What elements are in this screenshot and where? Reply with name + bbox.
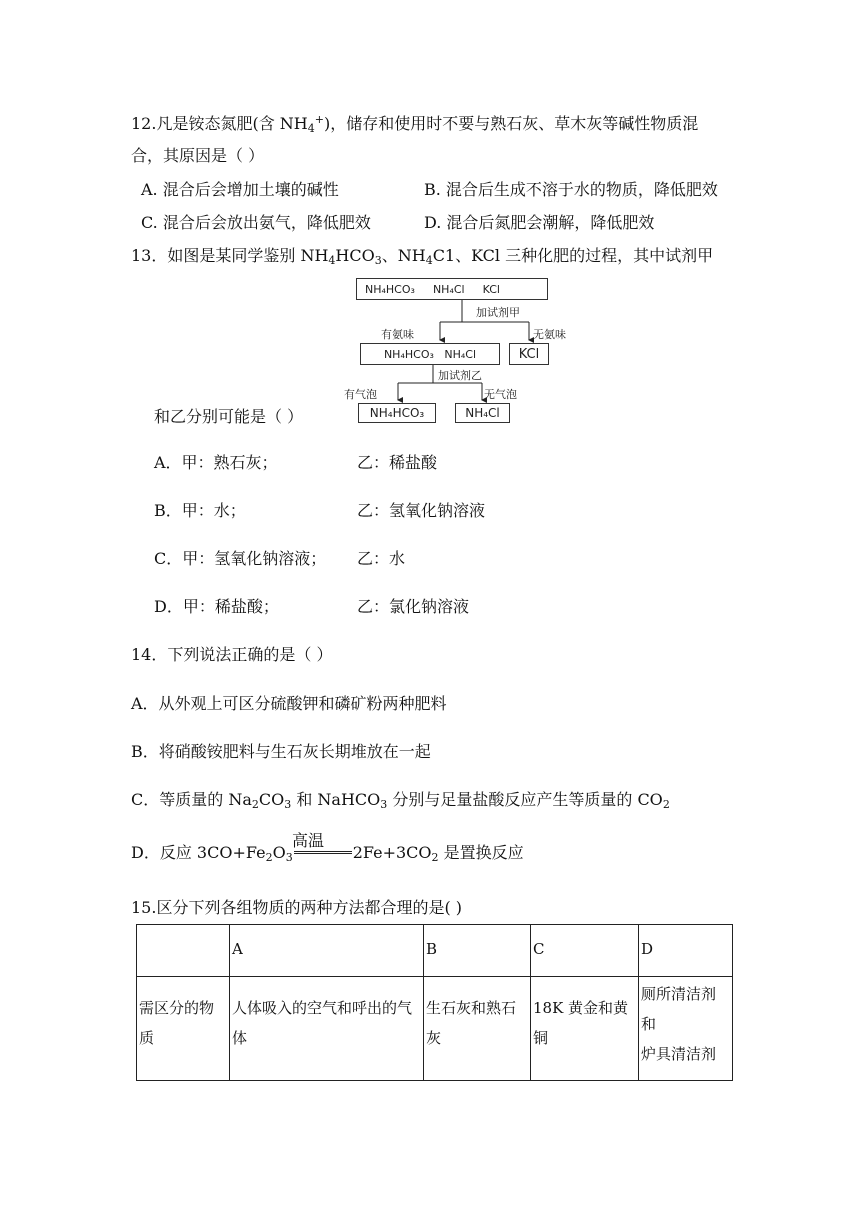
q15-comparison-table	[136, 924, 733, 1081]
table-header-b: B	[424, 925, 531, 977]
table-row-label: 需区分的物质	[137, 977, 230, 1081]
q13-stem-line-2: 和乙分别可能是（ ）	[154, 407, 304, 426]
flow-top-item-2: NH₄Cl	[432, 282, 465, 296]
q13-option-a-reagent-1: A．甲：熟石灰；	[154, 453, 278, 472]
q12-option-b: B. 混合后生成不溶于水的物质，降低肥效	[424, 180, 718, 199]
table-header-row	[137, 925, 733, 977]
table-cell-b: 生石灰和熟石灰	[424, 977, 531, 1081]
reaction-arrow	[294, 851, 352, 854]
reaction-condition: 高温	[292, 831, 325, 850]
table-row	[137, 977, 733, 1081]
table-header-c: C	[531, 925, 639, 977]
flow-top-item-3: KCl	[482, 282, 500, 296]
flow-mid-box: NH₄HCO₃ NH₄Cl	[360, 343, 500, 365]
table-cell-d	[639, 977, 733, 1081]
flow-result-1: NH₄HCO₃	[358, 403, 436, 423]
q13-option-b-reagent-2: 乙：氢氧化钠溶液	[357, 501, 486, 520]
table-header-d: D	[639, 925, 733, 977]
table-header-blank	[137, 925, 230, 977]
q12-stem-line-1: 12.凡是铵态氮肥(含 $NH_4^+$)，储存和使用时不要与熟石灰、草木灰等碱性物质混	[131, 113, 699, 135]
q13-option-c-reagent-1: C．甲：氢氧化钠溶液；	[154, 549, 327, 568]
q13-stem-line-1: 13．如图是某同学鉴别 $NH_4HCO_3$、$NH_4C1$、KCl 三种化肥的过程，其中试剂甲	[131, 246, 714, 267]
flow-branch-bubble: 有气泡	[344, 388, 377, 401]
q13-option-d-reagent-1: D．甲：稀盐酸；	[154, 597, 279, 616]
table-header-a: A	[230, 925, 424, 977]
flow-branch-ammonia: 有氨味	[381, 328, 414, 341]
table-cell-d-line-1: 厕所清洁剂和	[641, 985, 717, 1033]
q13-option-b-reagent-1: B．甲：水；	[154, 501, 246, 520]
flow-connectors	[0, 0, 860, 440]
q12-stem-line-2: 合，其原因是（ ）	[131, 146, 265, 165]
q14-stem: 14．下列说法正确的是（ ）	[131, 645, 333, 664]
flow-kcl-box: KCl	[509, 343, 549, 365]
q14-option-b: B．将硝酸铵肥料与生石灰长期堆放在一起	[131, 742, 431, 761]
table-cell-c: 18K 黄金和黄铜	[531, 977, 639, 1081]
table-cell-a: 人体吸入的空气和呼出的气体	[230, 977, 424, 1081]
flow-branch-no-bubble: 无气泡	[484, 388, 517, 401]
q12-option-d: D. 混合后氮肥会潮解，降低肥效	[424, 213, 655, 232]
q13-option-d-reagent-2: 乙：氯化钠溶液	[357, 597, 470, 616]
flow-top-item-1: NH₄HCO₃	[365, 282, 415, 296]
flow-reagent-1: 加试剂甲	[476, 306, 520, 319]
q14-option-d: D．反应 $3CO+Fe_2O_3$ $2Fe+3CO_2$ 是置换反应	[131, 843, 524, 864]
flow-result-2: NH₄Cl	[455, 403, 510, 423]
q12-option-c: C. 混合后会放出氨气，降低肥效	[141, 213, 371, 232]
q13-option-c-reagent-2: 乙：水	[357, 549, 406, 568]
table-cell-d-line-2: 炉具清洁剂	[641, 1045, 717, 1063]
q14-option-a: A．从外观上可区分硫酸钾和磷矿粉两种肥料	[131, 694, 447, 713]
q15-stem: 15.区分下列各组物质的两种方法都合理的是( )	[131, 898, 463, 917]
flow-branch-no-ammonia: 无氨味	[533, 328, 566, 341]
flow-reagent-2: 加试剂乙	[438, 369, 482, 382]
q14-option-c: C．等质量的 $Na_2CO_3$ 和 NaHCO$_3$ 分别与足量盐酸反应产生等质量的 $CO_2$	[131, 790, 670, 811]
q13-option-a-reagent-2: 乙：稀盐酸	[357, 453, 438, 472]
q12-option-a: A. 混合后会增加土壤的碱性	[141, 180, 339, 199]
